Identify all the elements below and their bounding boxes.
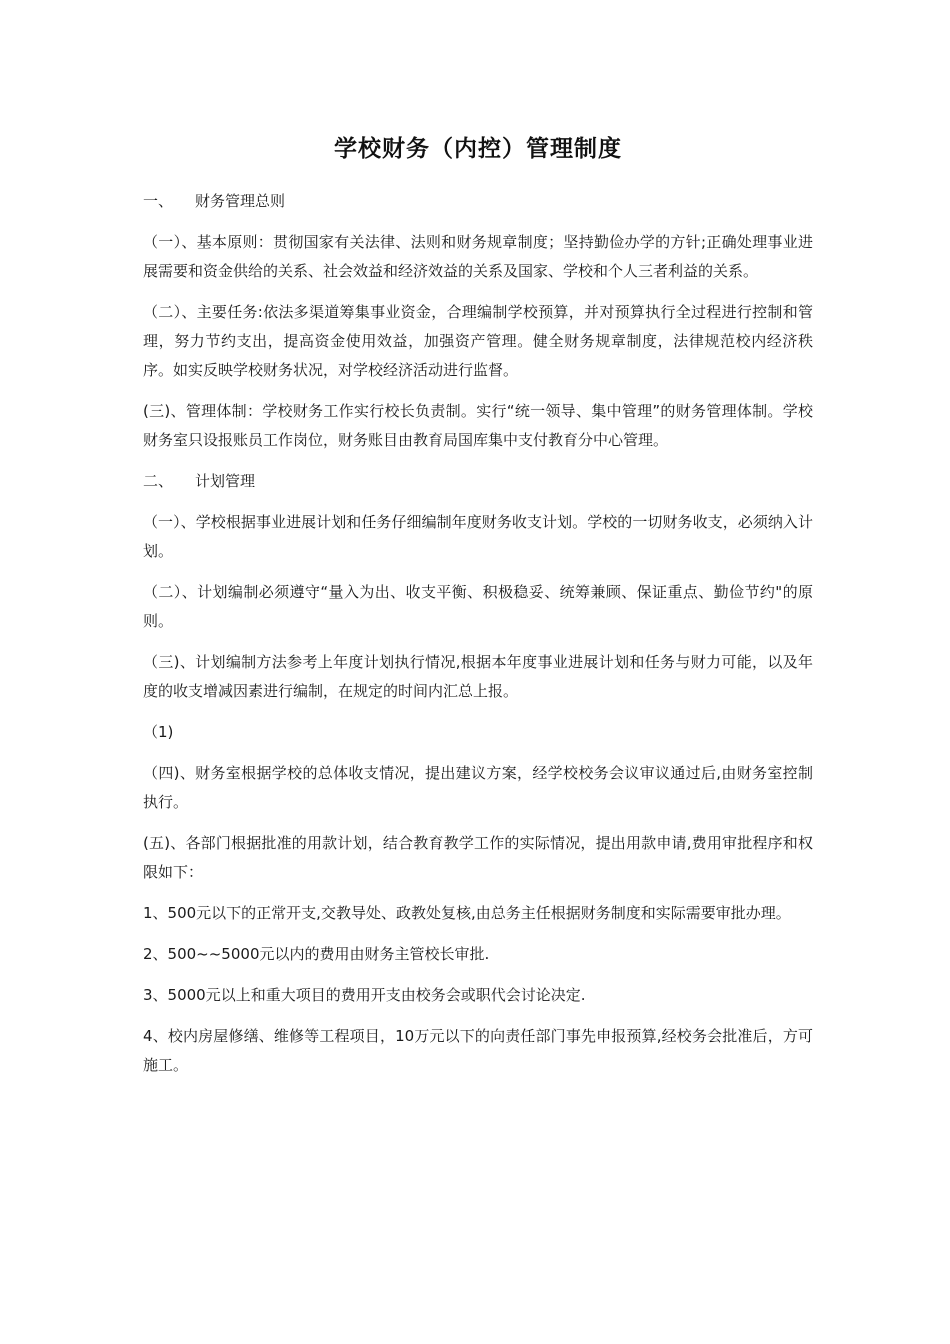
section-number: 一、: [143, 192, 174, 210]
section-heading-text: 计划管理: [195, 472, 256, 490]
paragraph: （一）、学校根据事业进展计划和任务仔细编制年度财务收支计划。学校的一切财务收支，必须纳入计划。: [143, 513, 813, 560]
paragraph: （四)、财务室根据学校的总体收支情况，提出建议方案，经学校校务会议审议通过后,由财务室控制执行。: [143, 764, 813, 811]
paragraph: （三)、计划编制方法参考上年度计划执行情况,根据本年度事业进展计划和任务与财力可能，以及年度的收支增减因素进行编制，在规定的时间内汇总上报。: [143, 653, 813, 700]
paragraph: （二）、主要任务:依法多渠道筹集事业资金，合理编制学校预算，并对预算执行全过程进行控制和管理，努力节约支出，提高资金使用效益，加强资产管理。健全财务规章制度，法律规范校内经济秩序。如实反映学校财务状况，对学校经济活动进行监督。: [143, 303, 813, 379]
paragraph: (五)、各部门根据批准的用款计划，结合教育教学工作的实际情况，提出用款申请,费用审批程序和权限如下：: [143, 834, 813, 881]
paragraph: （一）、基本原则：贯彻国家有关法律、法则和财务规章制度；坚持勤俭办学的方针;正确处理事业进展需要和资金供给的关系、社会效益和经济效益的关系及国家、学校和个人三者利益的关系。: [143, 233, 813, 280]
section-number: 二、: [143, 472, 174, 490]
paragraph: (三)、管理体制：学校财务工作实行校长负责制。实行“统一领导、集中管理”的财务管理体制。学校财务室只设报账员工作岗位，财务账目由教育局国库集中支付教育分中心管理。: [143, 402, 813, 449]
section-heading: [143, 467, 813, 496]
paragraph: 2、500~~5000元以内的费用由财务主管校长审批.: [143, 945, 490, 963]
paragraph: 4、校内房屋修缮、维修等工程项目，10万元以下的向责任部门事先申报预算,经校务会批准后，方可施工。: [143, 1027, 813, 1074]
section-heading: [143, 187, 813, 216]
paragraph: （1): [143, 723, 174, 741]
section-heading-text: 财务管理总则: [195, 192, 286, 210]
paragraph: （二）、计划编制必须遵守“量入为出、收支平衡、积极稳妥、统筹兼顾、保证重点、勤俭节约"的原则。: [143, 583, 813, 630]
paragraph: 3、5000元以上和重大项目的费用开支由校务会或职代会讨论决定.: [143, 986, 586, 1004]
paragraph: 1、500元以下的正常开支,交教导处、政教处复核,由总务主任根据财务制度和实际需要审批办理。: [143, 904, 791, 922]
document-title: 学校财务（内控）管理制度: [334, 136, 622, 162]
document-body: [143, 130, 813, 1092]
